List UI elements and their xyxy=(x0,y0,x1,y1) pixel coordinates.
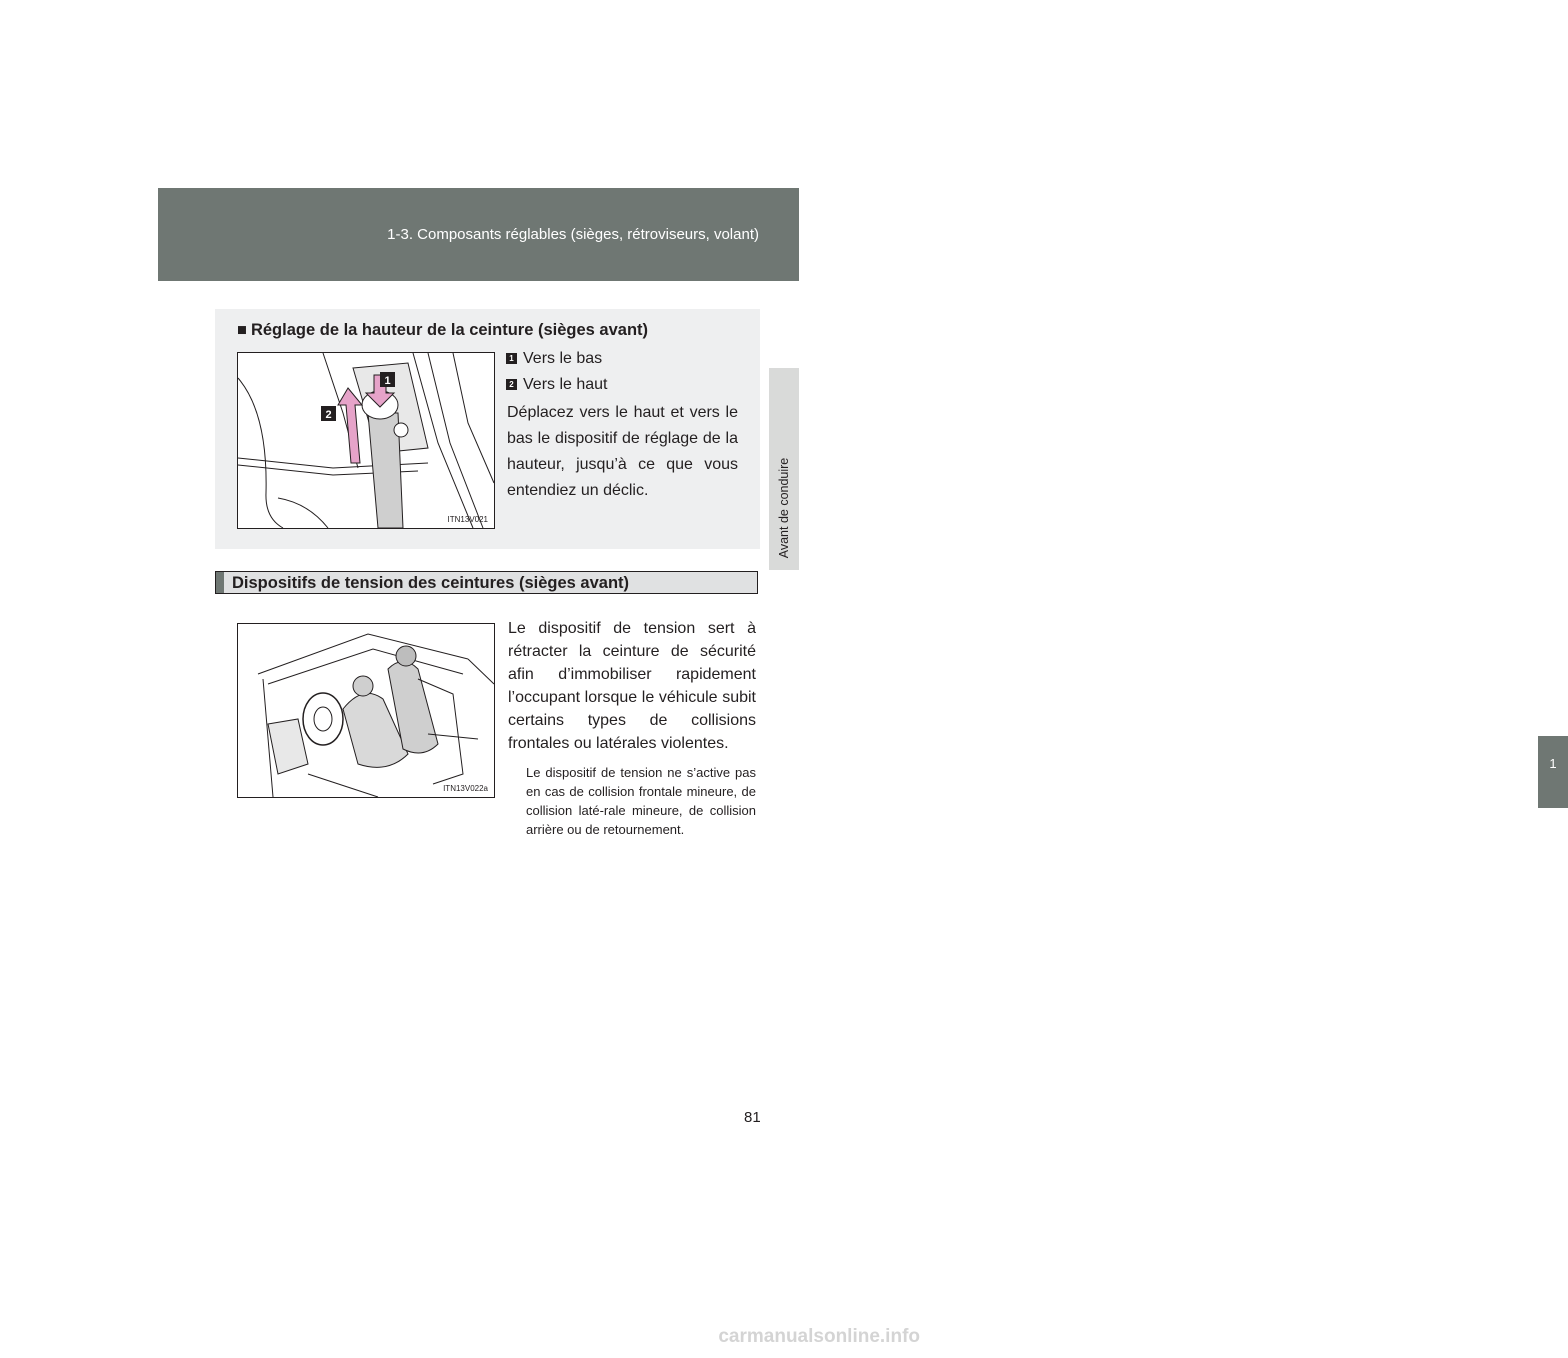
chapter-label-text: Avant de conduire xyxy=(777,457,791,558)
item-down xyxy=(506,350,602,368)
chapter-tab-number-block xyxy=(1538,736,1568,808)
belt-height-illustration xyxy=(237,352,495,529)
illustration-code: ITN13V021 xyxy=(447,515,488,524)
pretensioner-body: Le dispositif de tension sert à rétracter la ceinture de sécurité afin d’immobiliser rapidement l’occupant lorsque le véhicule subit certains types de collisions frontales ou latérales violentes. xyxy=(508,620,756,752)
callout-1: 1 xyxy=(384,375,391,387)
chapter-header xyxy=(158,188,799,281)
cabin-drawing xyxy=(238,624,494,797)
badge-2: 2 xyxy=(506,379,517,390)
pretensioner-illustration xyxy=(237,623,495,798)
pretensioner-heading-text: Dispositifs de tension des ceintures (sièges avant) xyxy=(232,574,630,592)
bullet-square-icon: ■ xyxy=(237,321,247,339)
callout-2: 2 xyxy=(325,409,332,421)
belt-anchor-drawing xyxy=(238,353,494,528)
item-up-label: Vers le haut xyxy=(523,376,608,393)
item-down-label: Vers le bas xyxy=(523,350,603,367)
pretensioner-note: Le dispositif de tension ne s’active pas en cas de collision frontale mineure, de collision laté-rale mineure, de collision arrière ou de retournement. xyxy=(526,765,756,837)
heading-accent-bar xyxy=(216,572,224,593)
page-number: 81 xyxy=(744,1109,761,1126)
item-up xyxy=(506,376,608,394)
chapter-tab-label xyxy=(768,450,800,565)
height-adjust-description: Déplacez vers le haut et vers le bas le dispositif de réglage de la hauteur, jusqu’à ce que vous entendiez un déclic. xyxy=(507,404,738,499)
height-adjust-title-text: Réglage de la hauteur de la ceinture (sièges avant) xyxy=(250,321,649,339)
illustration-code: ITN13V022a xyxy=(443,784,488,793)
section-title: 1-3. Composants réglables (sièges, rétroviseurs, volant) xyxy=(387,226,759,243)
height-adjust-title xyxy=(237,321,648,340)
chapter-number: 1 xyxy=(1549,756,1557,771)
watermark: carmanualsonline.info xyxy=(718,1326,920,1347)
badge-1: 1 xyxy=(506,353,517,364)
pretensioner-heading xyxy=(215,571,758,594)
height-adjust-box xyxy=(215,309,760,549)
